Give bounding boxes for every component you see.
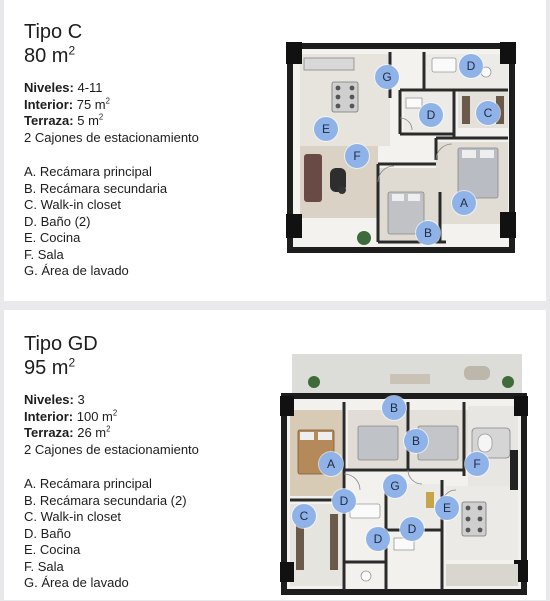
room-legend bbox=[24, 476, 199, 592]
unit-title: Tipo GD bbox=[24, 333, 98, 355]
unit-card-tipo-c bbox=[4, 0, 546, 301]
legend-item: D. Baño (2) bbox=[24, 213, 91, 229]
legend-item: A. Recámara principal bbox=[24, 164, 152, 179]
legend-item: B. Recámara secundaria bbox=[24, 180, 168, 196]
legend-item: G. Área de lavado bbox=[24, 575, 129, 590]
room-marker: G bbox=[383, 474, 407, 498]
unit-card-tipo-gd bbox=[4, 310, 546, 600]
unit-info bbox=[24, 20, 199, 280]
room-marker: D bbox=[419, 103, 443, 127]
room-marker: D bbox=[459, 54, 483, 78]
floor-plan-tipo-gd bbox=[278, 354, 530, 596]
unit-area: 95 $m^2$ bbox=[24, 355, 76, 379]
room-marker: F bbox=[465, 452, 489, 476]
spec-terraza: Terraza: 5 $m^2$ bbox=[24, 112, 104, 128]
unit-specs bbox=[24, 392, 199, 458]
legend-item: B. Recámara secundaria (2) bbox=[24, 492, 187, 508]
unit-area: 80 $m^2$ bbox=[24, 43, 76, 67]
legend-item: G. Área de lavado bbox=[24, 263, 129, 278]
floor-plan-drawing bbox=[286, 42, 518, 254]
room-marker: D bbox=[400, 517, 424, 541]
legend-item: C. Walk-in closet bbox=[24, 197, 122, 212]
spec-interior: Interior: 75 $m^2$ bbox=[24, 96, 110, 112]
spec-parking: 2 Cajones de estacionamiento bbox=[24, 441, 199, 457]
room-marker: F bbox=[345, 144, 369, 168]
spec-parking: 2 Cajones de estacionamiento bbox=[24, 129, 199, 145]
floor-plan-tipo-c bbox=[286, 42, 518, 254]
legend-item: E. Cocina bbox=[24, 542, 81, 557]
legend-item: F. Sala bbox=[24, 246, 64, 262]
legend-item: F. Sala bbox=[24, 558, 64, 574]
legend-item: A. Recámara principal bbox=[24, 476, 152, 491]
legend-item: D. Baño bbox=[24, 525, 71, 541]
room-marker: B bbox=[382, 396, 406, 420]
room-marker: C bbox=[476, 101, 500, 125]
room-marker: E bbox=[435, 496, 459, 520]
unit-info bbox=[24, 332, 199, 592]
room-legend bbox=[24, 164, 199, 280]
room-marker: E bbox=[314, 117, 338, 141]
unit-specs bbox=[24, 80, 199, 146]
room-marker: D bbox=[332, 489, 356, 513]
legend-item: C. Walk-in closet bbox=[24, 509, 122, 524]
spec-terraza: Terraza: 26 $m^2$ bbox=[24, 424, 111, 440]
spec-niveles: Niveles: 3 bbox=[24, 392, 85, 407]
room-marker: A bbox=[452, 191, 476, 215]
room-marker: B bbox=[416, 221, 440, 245]
spec-niveles: Niveles: 4-11 bbox=[24, 80, 103, 95]
room-marker: A bbox=[319, 452, 343, 476]
room-marker: D bbox=[366, 527, 390, 551]
room-marker: G bbox=[375, 65, 399, 89]
unit-title: Tipo C bbox=[24, 21, 83, 43]
spec-interior: Interior: 100 $m^2$ bbox=[24, 408, 118, 424]
floor-plan-drawing bbox=[278, 354, 530, 596]
legend-item: E. Cocina bbox=[24, 230, 81, 245]
room-marker: B bbox=[404, 429, 428, 453]
room-marker: C bbox=[292, 504, 316, 528]
